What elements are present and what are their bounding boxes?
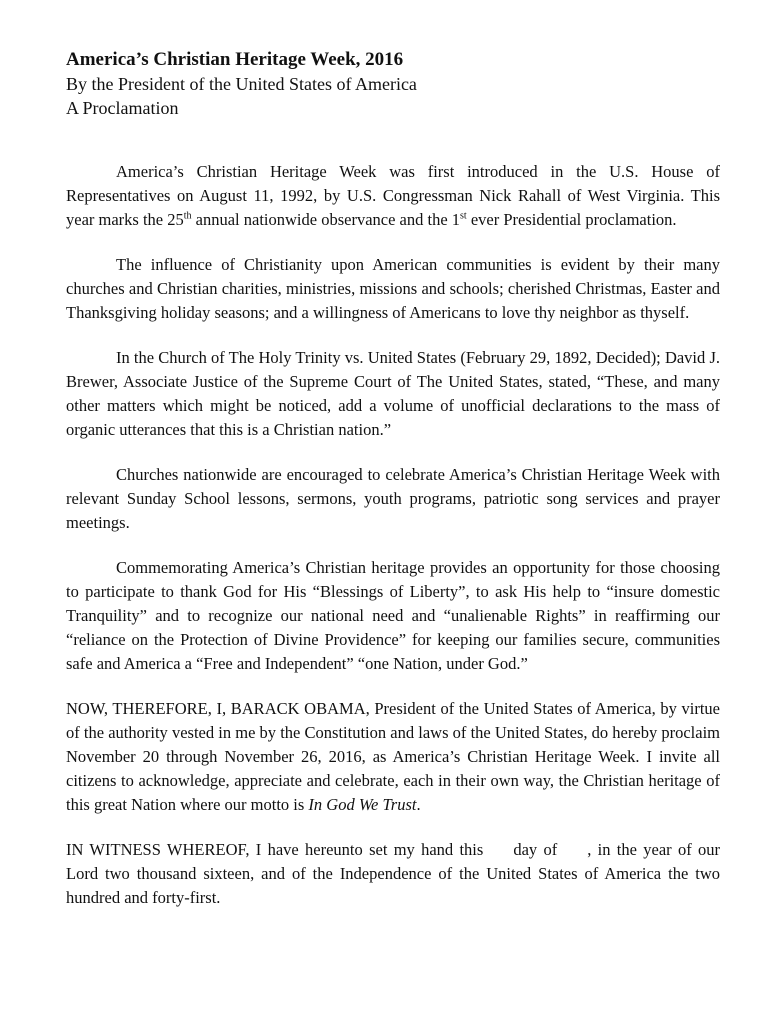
ordinal-suffix-1st: st — [460, 210, 467, 222]
document-body — [66, 160, 720, 931]
now-therefore-text: NOW, THEREFORE, I, BARACK OBAMA, President of the United States of America, by virtue of the authority vested in me by the Constitution and laws of the United States, do hereby proclaim November 20 through November 26, 2016, as America’s Christian Heritage Week. I invite all citizens to acknowledge, appreciate and celebrate, each in their own way, the Christian heritage of this great Nation where our motto is — [66, 699, 720, 814]
document-type: A Proclamation — [66, 98, 179, 118]
paragraph-holy-trinity: In the Church of The Holy Trinity vs. United States (February 29, 1892, Decided); David J. Brewer, Associate Justice of the Supreme Court of The United States, stated, “These, and many other matters which might be noticed, add a volume of unofficial declarations to the mass of organic utterances that this is a Christian nation.” — [66, 348, 720, 439]
paragraph-in-witness — [66, 838, 720, 910]
paragraph-influence: The influence of Christianity upon American communities is evident by their many churches and Christian charities, ministries, missions and schools; cherished Christmas, Easter and Thanksgiving holiday seasons; and a willingness of Americans to love thy neighbor as thyself. — [66, 255, 720, 322]
national-motto: In God We Trust — [308, 795, 417, 814]
proclamation-title: America’s Christian Heritage Week, 2016 — [66, 49, 404, 70]
ordinal-suffix-25th: th — [183, 210, 192, 222]
paragraph-commemorating: Commemorating America’s Christian heritage provides an opportunity for those choosing to participate to thank God for His “Blessings of Liberty”, to ask His help to “insure domestic Tranquility” and to recognize our national need and “unalienable Rights” in reaffirming our “reliance on the Protection of Divine Providence” for keeping our families secure, communities safe and America a “Free and Independent” “one Nation, under God.” — [66, 558, 720, 673]
paragraph-intro-text-a: America’s Christian Heritage Week was first introduced in the U.S. House of Representatives on August 11, 1992, by U.S. Congressman Nick Rahall of West Virginia. This year marks the 25 — [66, 162, 720, 229]
in-witness-text-a: IN WITNESS WHEREOF, I have hereunto set my hand this — [66, 840, 484, 859]
paragraph-churches: Churches nationwide are encouraged to celebrate America’s Christian Heritage Week with relevant Sunday School lessons, sermons, youth programs, patriotic song services and prayer meetings. — [66, 465, 720, 532]
now-therefore-end: . — [416, 795, 421, 814]
paragraph-intro-text-c: ever Presidential proclamation. — [466, 210, 677, 229]
byline: By the President of the United States of America — [66, 74, 417, 94]
in-witness-text-b: day of — [513, 840, 558, 859]
paragraph-intro-text-b: annual nationwide observance and the 1 — [191, 210, 461, 229]
document-header — [66, 48, 726, 120]
paragraph-now-therefore — [66, 697, 720, 817]
paragraph-intro — [66, 160, 720, 232]
in-witness-text-c: , in the year of our Lord two thousand sixteen, and of the Independence of the United States of America the two hundred and forty-first. — [66, 840, 721, 907]
